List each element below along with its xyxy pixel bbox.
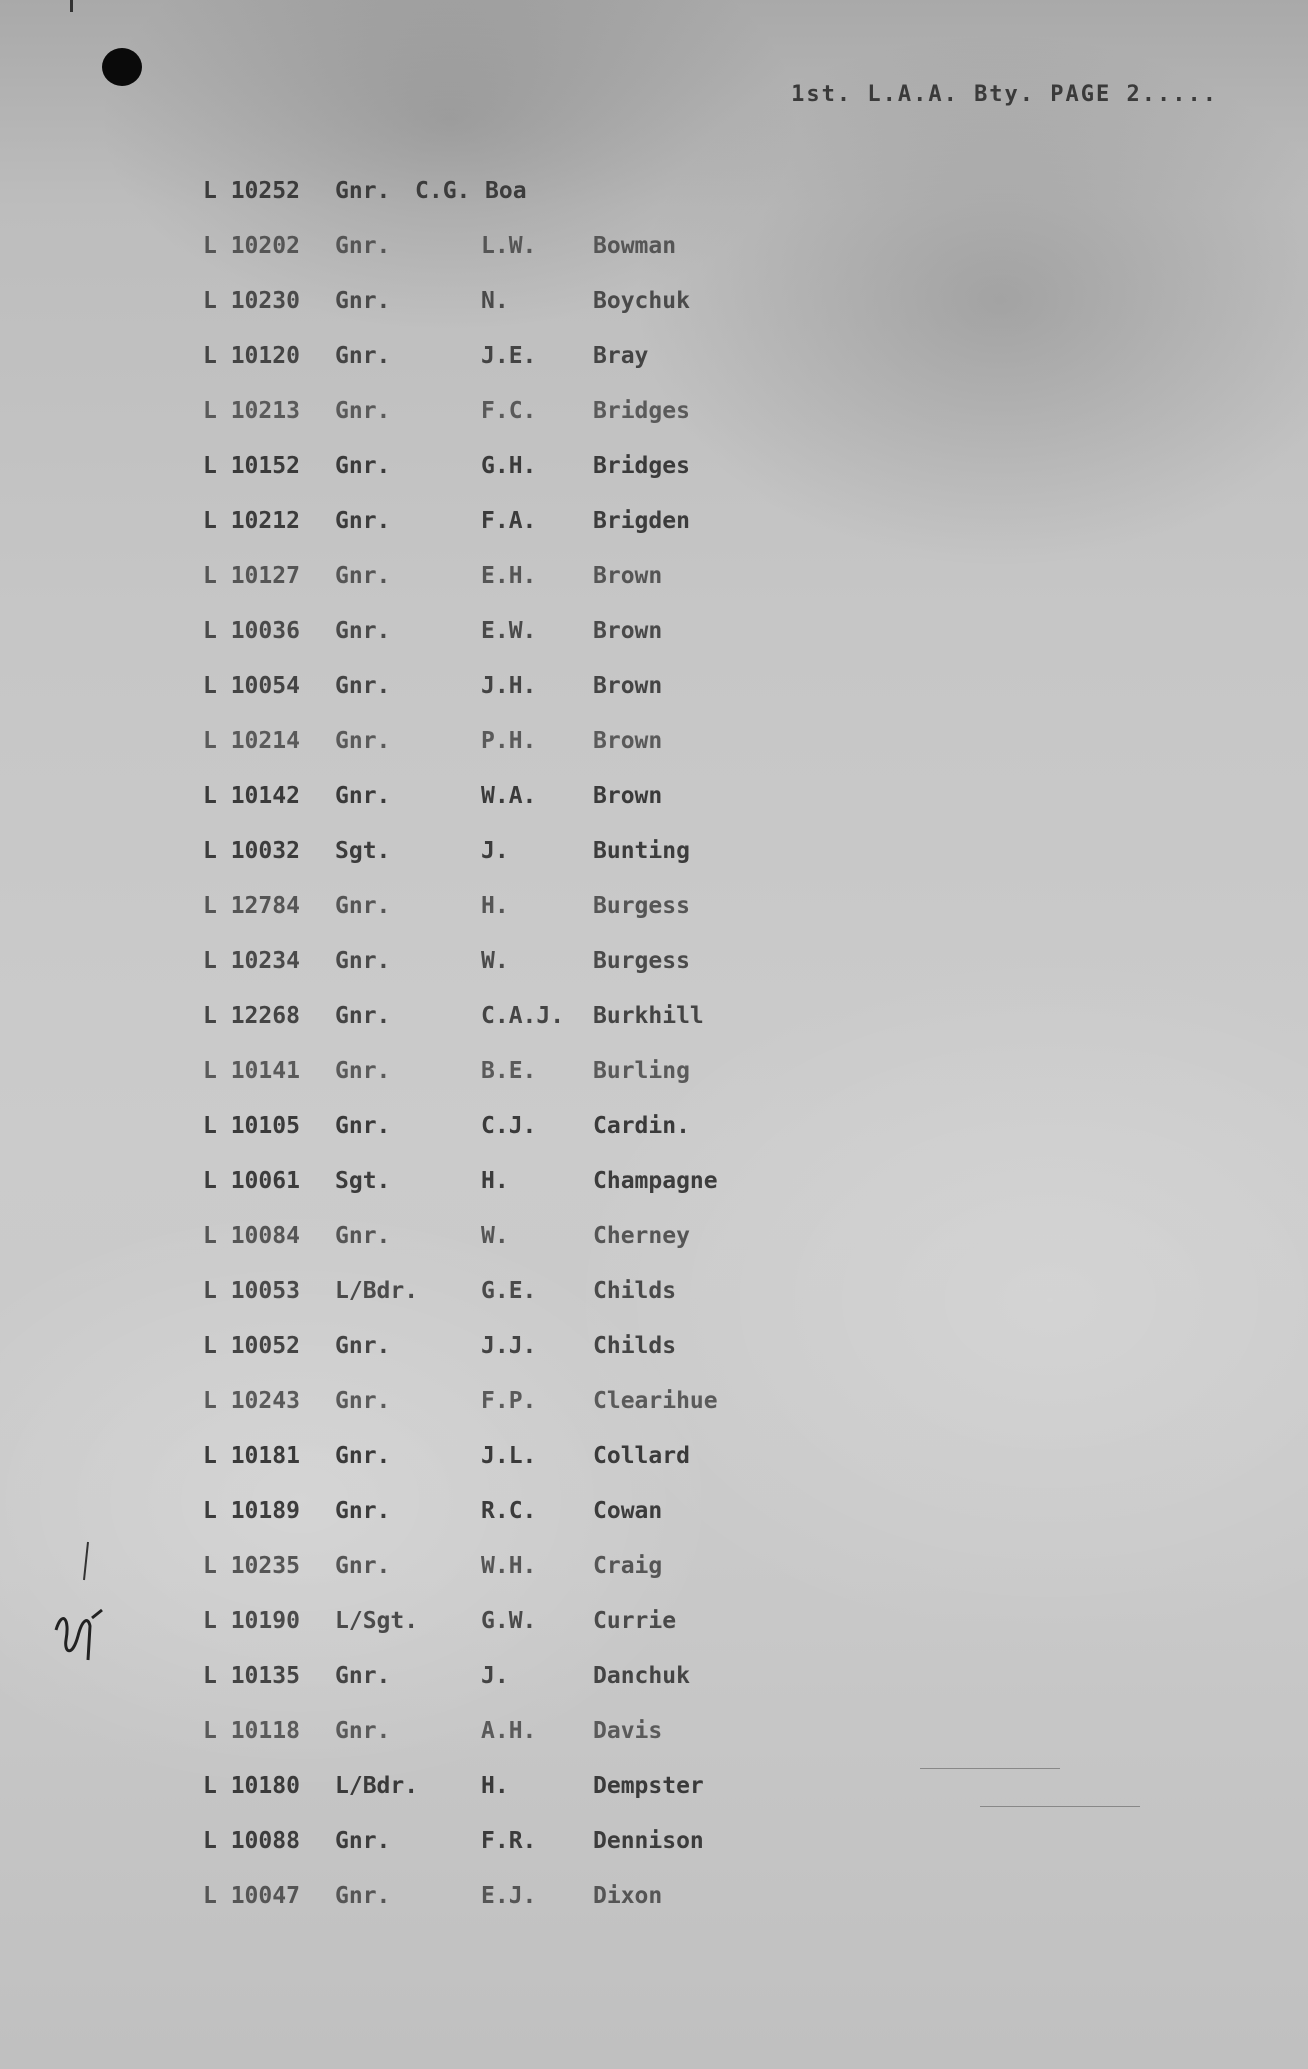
surname: Brown bbox=[593, 563, 663, 589]
initials: C.A.J. bbox=[481, 1003, 565, 1029]
service-number: L 10243 bbox=[203, 1388, 300, 1414]
service-number: L 10212 bbox=[203, 508, 300, 534]
initials: C.G. bbox=[415, 178, 471, 204]
initials: G.H. bbox=[481, 453, 537, 479]
service-number: L 10202 bbox=[203, 233, 300, 259]
initials: F.A. bbox=[481, 508, 537, 534]
service-number: L 10230 bbox=[203, 288, 300, 314]
rank: Gnr. bbox=[335, 398, 391, 424]
surname: Dempster bbox=[593, 1773, 704, 1799]
initials: L.W. bbox=[481, 233, 537, 259]
service-number: L 10214 bbox=[203, 728, 300, 754]
stray-line bbox=[920, 1768, 1060, 1769]
rank: Gnr. bbox=[335, 1223, 391, 1249]
service-number: L 10135 bbox=[203, 1663, 300, 1689]
rank: Gnr. bbox=[335, 453, 391, 479]
rank: Gnr. bbox=[335, 1553, 391, 1579]
service-number: L 10142 bbox=[203, 783, 300, 809]
rank: Gnr. bbox=[335, 1498, 391, 1524]
service-number: L 10053 bbox=[203, 1278, 300, 1304]
surname: Bowman bbox=[593, 233, 677, 259]
rank: Gnr. bbox=[335, 728, 391, 754]
initials: H. bbox=[481, 893, 509, 919]
initials: W. bbox=[481, 948, 509, 974]
initials: R.C. bbox=[481, 1498, 537, 1524]
rank: Gnr. bbox=[335, 288, 391, 314]
service-number: L 10152 bbox=[203, 453, 300, 479]
initials: W.H. bbox=[481, 1553, 537, 1579]
surname: Craig bbox=[593, 1553, 663, 1579]
rank: Gnr. bbox=[335, 1883, 391, 1909]
surname: Davis bbox=[593, 1718, 663, 1744]
rank: Gnr. bbox=[335, 1718, 391, 1744]
surname: Burkhill bbox=[593, 1003, 704, 1029]
rank: L/Sgt. bbox=[335, 1608, 419, 1634]
surname: Burgess bbox=[593, 893, 690, 919]
service-number: L 10032 bbox=[203, 838, 300, 864]
rank: Gnr. bbox=[335, 618, 391, 644]
surname: Danchuk bbox=[593, 1663, 690, 1689]
surname: Childs bbox=[593, 1278, 677, 1304]
surname: Brown bbox=[593, 728, 663, 754]
service-number: L 10054 bbox=[203, 673, 300, 699]
surname: Cardin. bbox=[593, 1113, 690, 1139]
initials: C.J. bbox=[481, 1113, 537, 1139]
rank: Gnr. bbox=[335, 1443, 391, 1469]
initials: W.A. bbox=[481, 783, 537, 809]
rank: Sgt. bbox=[335, 838, 391, 864]
surname: Cowan bbox=[593, 1498, 663, 1524]
surname: Burgess bbox=[593, 948, 690, 974]
handwritten-margin-mark bbox=[48, 1540, 108, 1680]
initials: E.H. bbox=[481, 563, 537, 589]
surname: Cherney bbox=[593, 1223, 690, 1249]
initials: F.R. bbox=[481, 1828, 537, 1854]
surname: Brown bbox=[593, 618, 663, 644]
rank: Gnr. bbox=[335, 893, 391, 919]
service-number: L 10141 bbox=[203, 1058, 300, 1084]
initials: N. bbox=[481, 288, 509, 314]
rank: Gnr. bbox=[335, 673, 391, 699]
surname: Brigden bbox=[593, 508, 690, 534]
surname: Collard bbox=[593, 1443, 690, 1469]
service-number: L 10189 bbox=[203, 1498, 300, 1524]
rank: Sgt. bbox=[335, 1168, 391, 1194]
surname: Champagne bbox=[593, 1168, 718, 1194]
service-number: L 10047 bbox=[203, 1883, 300, 1909]
rank: Gnr. bbox=[335, 563, 391, 589]
initials: J.J. bbox=[481, 1333, 537, 1359]
surname: Boychuk bbox=[593, 288, 690, 314]
initials: G.W. bbox=[481, 1608, 537, 1634]
rank: Gnr. bbox=[335, 178, 391, 204]
initials: B.E. bbox=[481, 1058, 537, 1084]
rank: Gnr. bbox=[335, 783, 391, 809]
initials: W. bbox=[481, 1223, 509, 1249]
service-number: L 10181 bbox=[203, 1443, 300, 1469]
service-number: L 12268 bbox=[203, 1003, 300, 1029]
service-number: L 12784 bbox=[203, 893, 300, 919]
rank: Gnr. bbox=[335, 1828, 391, 1854]
service-number: L 10118 bbox=[203, 1718, 300, 1744]
rank: Gnr. bbox=[335, 1663, 391, 1689]
rank: Gnr. bbox=[335, 1333, 391, 1359]
service-number: L 10061 bbox=[203, 1168, 300, 1194]
rank: Gnr. bbox=[335, 1058, 391, 1084]
service-number: L 10036 bbox=[203, 618, 300, 644]
surname: Clearihue bbox=[593, 1388, 718, 1414]
service-number: L 10252 bbox=[203, 178, 300, 204]
service-number: L 10120 bbox=[203, 343, 300, 369]
stray-line bbox=[980, 1806, 1140, 1807]
initials: A.H. bbox=[481, 1718, 537, 1744]
service-number: L 10180 bbox=[203, 1773, 300, 1799]
rank: Gnr. bbox=[335, 508, 391, 534]
surname: Currie bbox=[593, 1608, 677, 1634]
service-number: L 10127 bbox=[203, 563, 300, 589]
initials: F.P. bbox=[481, 1388, 537, 1414]
surname: Dixon bbox=[593, 1883, 663, 1909]
surname: Bridges bbox=[593, 398, 690, 424]
tick-mark bbox=[70, 0, 73, 12]
punch-hole bbox=[102, 48, 142, 86]
initials: J.H. bbox=[481, 673, 537, 699]
rank: Gnr. bbox=[335, 343, 391, 369]
initials: H. bbox=[481, 1773, 509, 1799]
rank: Gnr. bbox=[335, 1113, 391, 1139]
rank: L/Bdr. bbox=[335, 1773, 419, 1799]
rank: L/Bdr. bbox=[335, 1278, 419, 1304]
initials: G.E. bbox=[481, 1278, 537, 1304]
service-number: L 10052 bbox=[203, 1333, 300, 1359]
surname: Boa bbox=[485, 178, 527, 204]
initials: J. bbox=[481, 838, 509, 864]
rank: Gnr. bbox=[335, 948, 391, 974]
service-number: L 10088 bbox=[203, 1828, 300, 1854]
service-number: L 10235 bbox=[203, 1553, 300, 1579]
initials: P.H. bbox=[481, 728, 537, 754]
initials: F.C. bbox=[481, 398, 537, 424]
surname: Brown bbox=[593, 673, 663, 699]
service-number: L 10084 bbox=[203, 1223, 300, 1249]
surname: Burling bbox=[593, 1058, 690, 1084]
service-number: L 10234 bbox=[203, 948, 300, 974]
initials: J. bbox=[481, 1663, 509, 1689]
service-number: L 10213 bbox=[203, 398, 300, 424]
initials: E.J. bbox=[481, 1883, 537, 1909]
service-number: L 10190 bbox=[203, 1608, 300, 1634]
surname: Childs bbox=[593, 1333, 677, 1359]
rank: Gnr. bbox=[335, 1003, 391, 1029]
surname: Dennison bbox=[593, 1828, 704, 1854]
surname: Bunting bbox=[593, 838, 690, 864]
initials: J.L. bbox=[481, 1443, 537, 1469]
surname: Brown bbox=[593, 783, 663, 809]
surname: Bridges bbox=[593, 453, 690, 479]
rank: Gnr. bbox=[335, 1388, 391, 1414]
service-number: L 10105 bbox=[203, 1113, 300, 1139]
rank: Gnr. bbox=[335, 233, 391, 259]
initials: J.E. bbox=[481, 343, 537, 369]
surname: Bray bbox=[593, 343, 649, 369]
page-header: 1st. L.A.A. Bty. PAGE 2..... bbox=[791, 82, 1218, 107]
initials: E.W. bbox=[481, 618, 537, 644]
initials: H. bbox=[481, 1168, 509, 1194]
